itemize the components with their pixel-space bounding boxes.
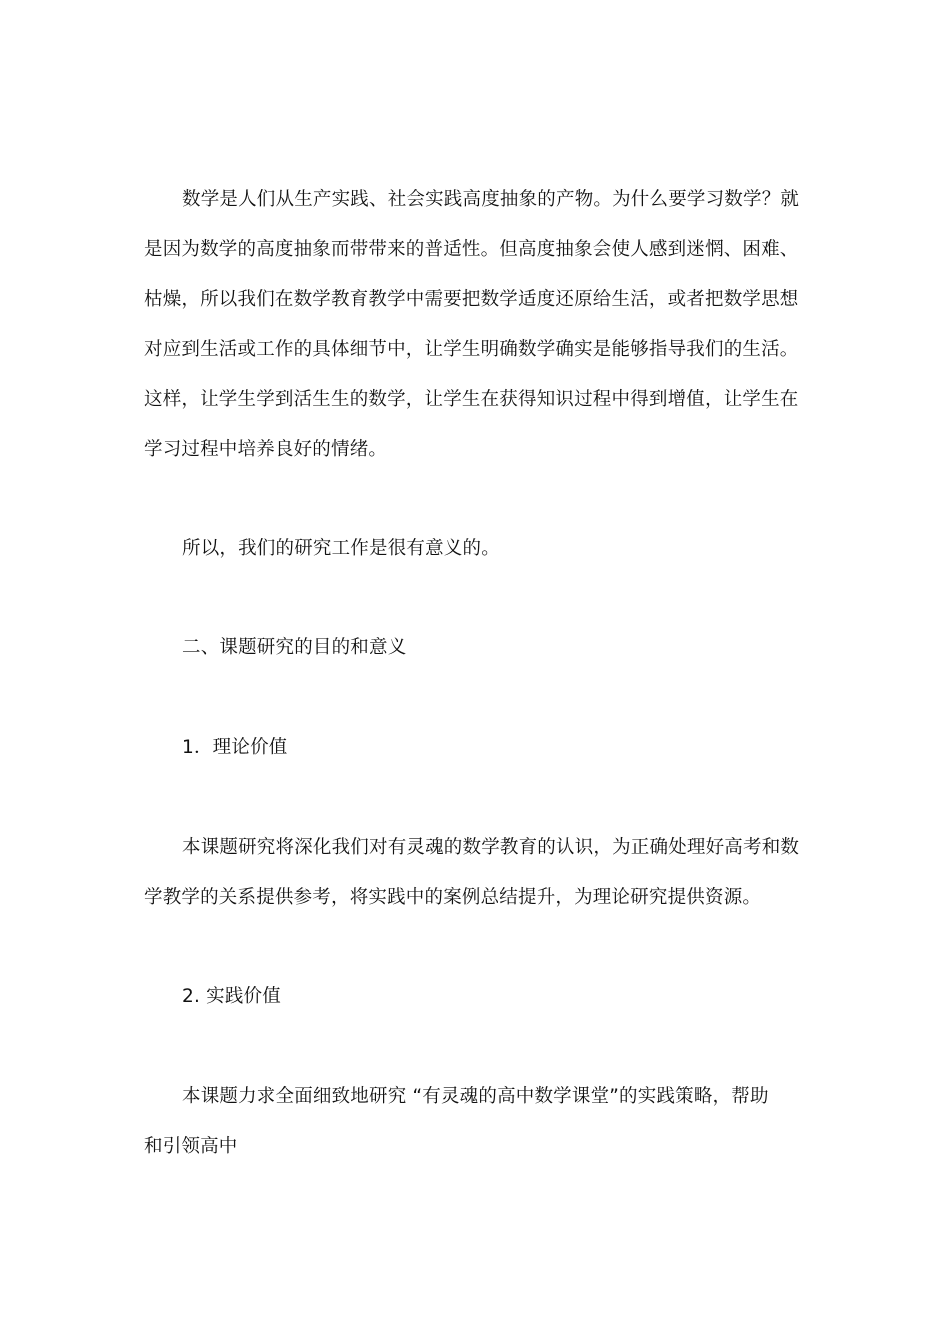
paragraph-1-line-6: 学习过程中培养良好的情绪。	[144, 439, 388, 460]
paragraph-1-line-4: 对应到生活或工作的具体细节中，让学生明确数学确实是能够指导我们的生活。	[144, 339, 799, 360]
paragraph-3-line-2: 学教学的关系提供参考，将实践中的案例总结提升，为理论研究提供资源。	[144, 887, 762, 908]
paragraph-3-line-1: 本课题研究将深化我们对有灵魂的数学教育的认识，为正确处理好高考和数	[182, 837, 800, 858]
paragraph-1-line-5: 这样，让学生学到活生生的数学，让学生在获得知识过程中得到增值，让学生在	[144, 389, 799, 410]
paragraph-4-line-2: 和引领高中	[144, 1136, 238, 1157]
paragraph-4-line-1: 本课题力求全面细致地研究 “有灵魂的高中数学课堂”的实践策略，帮助	[182, 1086, 769, 1107]
paragraph-2: 所以，我们的研究工作是很有意义的。	[182, 538, 500, 559]
subheading-practice-value: 2. 实践价值	[182, 986, 281, 1007]
subheading-theory-value: 1．理论价值	[182, 737, 288, 758]
section-heading-2: 二、课题研究的目的和意义	[182, 637, 407, 658]
paragraph-1-line-2: 是因为数学的高度抽象而带带来的普适性。但高度抽象会使人感到迷惘、困难、	[144, 239, 799, 260]
paragraph-1-line-1: 数学是人们从生产实践、社会实践高度抽象的产物。为什么要学习数学？就	[182, 189, 800, 210]
paragraph-1-line-3: 枯燥，所以我们在数学教育教学中需要把数学适度还原给生活，或者把数学思想	[144, 289, 799, 310]
